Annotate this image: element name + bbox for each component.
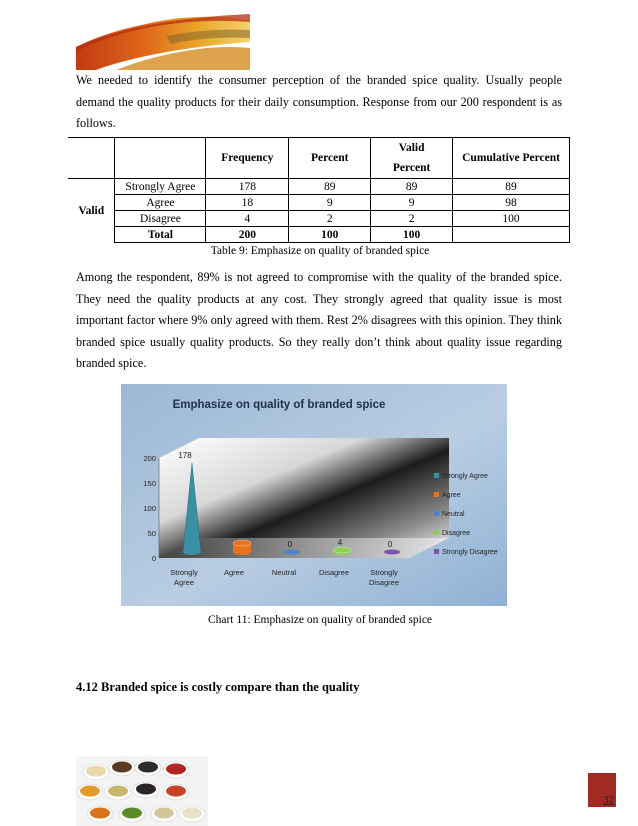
legend-label: Neutral <box>442 511 465 518</box>
bowl-spice <box>138 762 158 773</box>
table-header-word: Percent <box>392 162 431 174</box>
chart-floor <box>159 538 449 558</box>
table-header-cell: Cumulative Percent <box>453 138 570 179</box>
intro-paragraph: We needed to identify the consumer perception of the branded spice quality. Usually people demand the quality products for their daily consumption. Response from our 200 respondent is as follows. <box>76 73 562 130</box>
x-tick-label <box>319 568 349 577</box>
section-heading: 4.12 Branded spice is costly compare than the quality <box>76 680 360 694</box>
table-cell: 100 <box>289 227 371 243</box>
y-tick-label: 0 <box>151 554 156 563</box>
y-tick-label: 200 <box>143 454 156 463</box>
page-number: 32 <box>603 794 614 806</box>
table-header-cell: Percent <box>289 138 371 179</box>
table-cell: 2 <box>289 211 371 227</box>
table-cell: 18 <box>206 195 289 211</box>
chart-title: Emphasize on quality of branded spice <box>172 399 386 411</box>
table-row <box>68 211 570 227</box>
bowl-spice <box>136 784 156 795</box>
x-tick-label <box>170 568 198 587</box>
x-tick-label-line: Disagree <box>368 578 400 587</box>
table-row <box>68 195 570 211</box>
x-tick-label-line: Disagree <box>318 568 350 577</box>
bowl-spice <box>80 786 100 797</box>
data-label: 0 <box>387 540 393 549</box>
bar-neutral <box>284 550 300 555</box>
frequency-table <box>68 137 570 243</box>
legend-swatch <box>434 511 439 516</box>
table-cell: 9 <box>371 195 453 211</box>
data-label: 4 <box>337 538 343 547</box>
data-label: 18 <box>235 531 245 540</box>
table-cell: 178 <box>206 179 289 195</box>
table-cell: 89 <box>371 179 453 195</box>
table-cell <box>453 227 570 243</box>
bar-base <box>233 549 251 555</box>
data-label: 0 <box>287 540 293 549</box>
table-header-cell <box>68 138 115 179</box>
table-cell: Strongly Agree <box>115 179 206 195</box>
x-tick-label-line: Agree <box>223 568 245 577</box>
header-spice-image <box>76 2 250 70</box>
bar-strongly-disagree <box>384 550 400 555</box>
legend-swatch <box>434 473 439 478</box>
legend-swatch <box>434 549 439 554</box>
bowl-spice <box>108 786 128 797</box>
spice-bowls-image <box>76 756 208 826</box>
legend-label: Agree <box>442 492 461 499</box>
bowl-spice <box>112 762 132 773</box>
table-total-row <box>68 227 570 243</box>
legend-label: Disagree <box>442 530 471 537</box>
y-tick-label: 100 <box>143 504 156 513</box>
legend-label: Strongly Agree <box>442 473 488 480</box>
table-cell: Disagree <box>115 211 206 227</box>
x-tick-label <box>272 568 297 577</box>
bar-base <box>183 549 201 555</box>
bowl-spice <box>166 764 186 775</box>
legend-swatch <box>434 530 439 535</box>
analysis-paragraph: Among the respondent, 89% is not agreed to compromise with the quality of the branded spice. They need the quality products at any cost. They strongly agreed that quality issue is most important factor where 9% only agreed with them. Rest 2% disagrees with this opinion. They think branded spice usually quality products. So they really don’t think about quality issue regarding branded spice. <box>76 270 562 370</box>
table-header-word: Valid <box>398 142 425 154</box>
table-caption: Table 9: Emphasize on quality of branded spice <box>210 245 430 257</box>
legend-swatch <box>434 492 439 497</box>
table-header-cell: Frequency <box>206 138 289 179</box>
y-tick-label: 150 <box>143 479 156 488</box>
data-label: 178 <box>178 451 192 460</box>
table-cell: 4 <box>206 211 289 227</box>
x-tick-label-line: Strongly <box>370 568 398 577</box>
bowl-spice <box>166 786 186 797</box>
table-cell: 100 <box>453 211 570 227</box>
bowl-spice <box>86 766 106 777</box>
chart-caption: Chart 11: Emphasize on quality of branded spice <box>207 614 433 626</box>
table-cell: 98 <box>453 195 570 211</box>
x-tick-label-line: Agree <box>173 578 195 587</box>
table-cell: Total <box>115 227 206 243</box>
x-tick-label <box>369 568 399 587</box>
emphasize-quality-chart <box>121 384 507 606</box>
bowl-spice <box>154 808 174 819</box>
bowl-spice <box>90 808 110 819</box>
table-group-label: Valid <box>68 179 115 243</box>
x-tick-label-line: Neutral <box>271 568 297 577</box>
table-cell: 100 <box>371 227 453 243</box>
bar-top <box>333 547 351 553</box>
legend-label: Strongly Disagree <box>442 549 498 556</box>
bowl-spice <box>122 808 142 819</box>
y-tick-label: 50 <box>147 529 156 538</box>
page-number-box <box>588 773 616 807</box>
table-header-cell <box>371 138 453 179</box>
x-tick-label <box>224 568 244 577</box>
table-header-cell <box>115 138 206 179</box>
table-row <box>68 179 570 195</box>
bar-top <box>233 540 251 546</box>
table-cell: 89 <box>289 179 371 195</box>
table-cell: 2 <box>371 211 453 227</box>
table-cell: Agree <box>115 195 206 211</box>
table-cell: 200 <box>206 227 289 243</box>
x-tick-label-line: Strongly <box>170 568 198 577</box>
table-header-row <box>68 138 570 179</box>
bowl-spice <box>182 808 202 819</box>
table-cell: 9 <box>289 195 371 211</box>
table-cell: 89 <box>453 179 570 195</box>
